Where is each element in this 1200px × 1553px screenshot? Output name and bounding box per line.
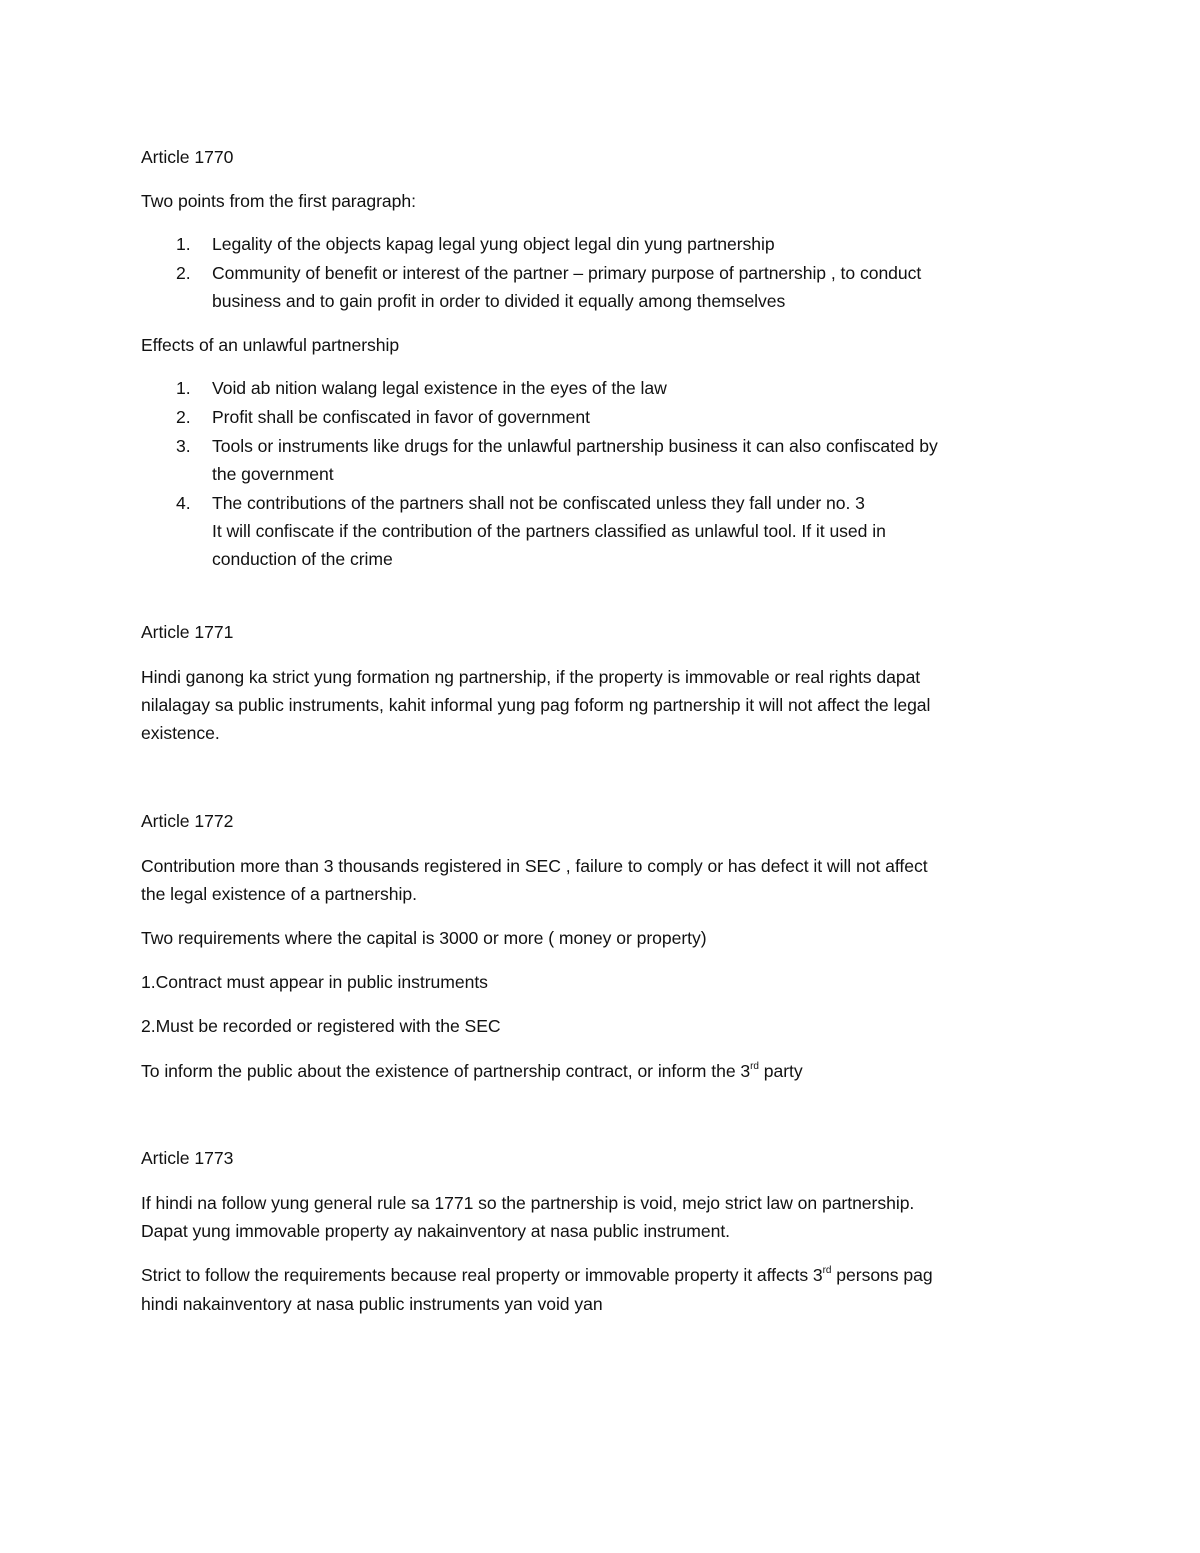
effect-1-text: Void ab nition walang legal existence in the eyes of the law xyxy=(212,378,667,398)
point-2-number: 2. xyxy=(176,263,191,283)
article-1773-para2-line-1 xyxy=(141,1264,933,1286)
effects-heading: Effects of an unlawful partnership xyxy=(141,335,400,355)
article-1772-para3-text: To inform the public about the existence of partnership contract, or inform the 3 xyxy=(141,1061,751,1081)
effect-2-text: Profit shall be confiscated in favor of government xyxy=(212,407,590,427)
article-1771-body-line-1: Hindi ganong ka strict yung formation ng partnership, if the property is immovable or real rights dapat xyxy=(141,667,921,687)
effect-4-text-line-3: conduction of the crime xyxy=(212,549,393,569)
article-1773-para2-tail: persons pag xyxy=(831,1265,933,1285)
article-1771-body-line-3: existence. xyxy=(141,723,220,743)
article-1771-heading: Article 1771 xyxy=(141,622,234,642)
article-1772-requirement-1: 1.Contract must appear in public instruments xyxy=(141,972,488,992)
point-2-text-line-1: Community of benefit or interest of the partner – primary purpose of partnership , to conduct xyxy=(212,263,922,283)
article-1772-para3-tail: party xyxy=(758,1061,803,1081)
effect-2-number: 2. xyxy=(176,407,191,427)
article-1772-para2: Two requirements where the capital is 3000 or more ( money or property) xyxy=(141,928,707,948)
article-1773-para1-line-2: Dapat yung immovable property ay nakainventory at nasa public instrument. xyxy=(141,1221,730,1241)
article-1773-para2-text: Strict to follow the requirements because real property or immovable property it affects 3 xyxy=(141,1265,823,1285)
article-1773-para1-line-1: If hindi na follow yung general rule sa 1771 so the partnership is void, mejo strict law on partnership. xyxy=(141,1193,915,1213)
article-1773-para2-superscript: rd xyxy=(822,1265,832,1276)
point-1-text: Legality of the objects kapag legal yung object legal din yung partnership xyxy=(212,234,775,254)
effect-3-text-line-1: Tools or instruments like drugs for the unlawful partnership business it can also confiscated by xyxy=(212,436,938,456)
article-1770-intro: Two points from the first paragraph: xyxy=(141,191,416,211)
article-1773-heading: Article 1773 xyxy=(141,1148,234,1168)
article-1772-requirement-2: 2.Must be recorded or registered with the SEC xyxy=(141,1016,501,1036)
article-1773-para2-line-2: hindi nakainventory at nasa public instruments yan void yan xyxy=(141,1294,603,1314)
article-1772-para3-superscript: rd xyxy=(750,1061,759,1072)
article-1772-para1-line-2: the legal existence of a partnership. xyxy=(141,884,417,904)
point-1-number: 1. xyxy=(176,234,191,254)
effect-4-text-line-1: The contributions of the partners shall not be confiscated unless they fall under no. 3 xyxy=(212,493,865,513)
effect-1-number: 1. xyxy=(176,378,191,398)
article-1772-para1-line-1: Contribution more than 3 thousands registered in SEC , failure to comply or has defect it will not affect xyxy=(141,856,928,876)
article-1772-para3 xyxy=(141,1060,803,1082)
effect-3-text-line-2: the government xyxy=(212,464,334,484)
point-2-text-line-2: business and to gain profit in order to divided it equally among themselves xyxy=(212,291,786,311)
effect-3-number: 3. xyxy=(176,436,191,456)
article-1772-heading: Article 1772 xyxy=(141,811,234,831)
article-1771-body-line-2: nilalagay sa public instruments, kahit informal yung pag foform ng partnership it will not affect the legal xyxy=(141,695,931,715)
article-1770-heading: Article 1770 xyxy=(141,147,234,167)
effect-4-text-line-2: It will confiscate if the contribution of the partners classified as unlawful tool. If it used in xyxy=(212,521,886,541)
effect-4-number: 4. xyxy=(176,493,191,513)
